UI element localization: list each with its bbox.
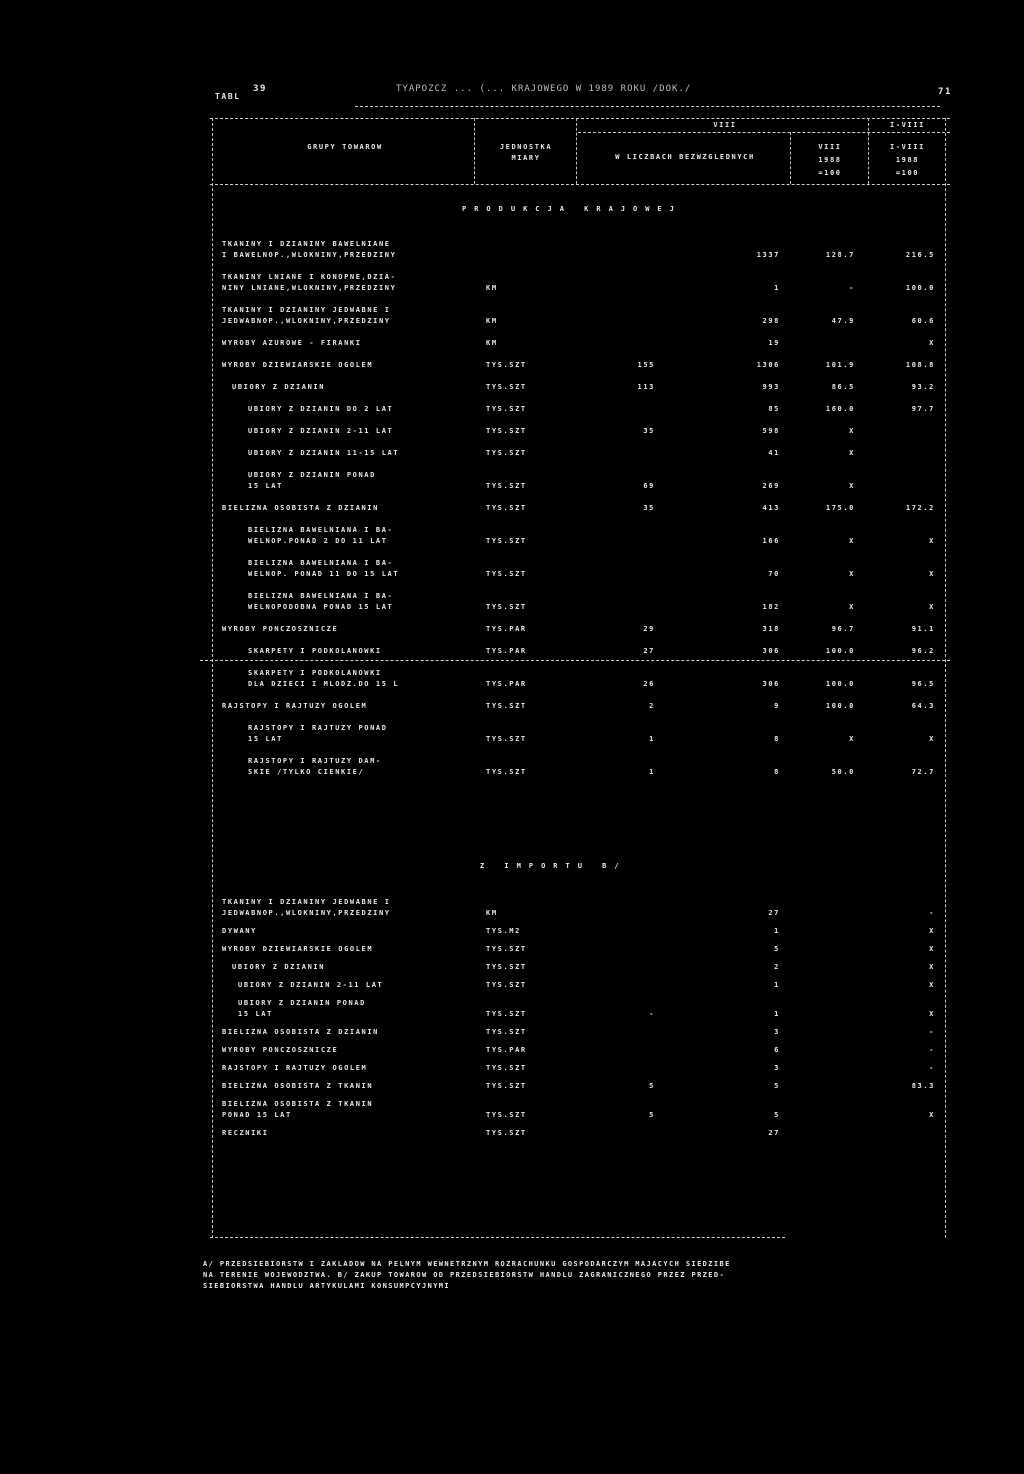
count-cell: 155 [637, 361, 655, 369]
row-label: WYROBY PONCZOSZNICZE [222, 625, 339, 633]
value-cell: 5 [774, 1111, 780, 1119]
row-label: WYROBY DZIEWIARSKIE OGOLEM [222, 945, 374, 953]
index-viii-cell: 175.0 [825, 504, 855, 512]
index-viii-cell: - [849, 284, 855, 292]
row-label: TKANINY LNIANE I KONOPNE,DZIA- [222, 273, 397, 281]
index-viii-cell: X [849, 427, 855, 435]
index-iviii-cell: X [929, 945, 935, 953]
row-label: 15 LAT [238, 1010, 273, 1018]
index-viii-cell: 100.0 [825, 647, 855, 655]
index-iviii-cell: 72.7 [911, 768, 935, 776]
index-viii-cell: X [849, 735, 855, 743]
grid-line-left [212, 118, 213, 1238]
row-label: UBIORY Z DZIANIN [232, 383, 326, 391]
row-label: UBIORY Z DZIANIN 11-15 LAT [248, 449, 400, 457]
index-iviii-cell: 96.2 [911, 647, 935, 655]
unit-cell: TYS.SZT [486, 1028, 527, 1036]
row-label: UBIORY Z DZIANIN [232, 963, 326, 971]
unit-cell: TYS.SZT [486, 405, 527, 413]
row-label: BIELIZNA BAWELNIANA I BA- [248, 559, 394, 567]
index-viii-cell: 96.7 [831, 625, 855, 633]
value-cell: 27 [768, 909, 780, 917]
row-label: WELNOP. PONAD 11 DO 15 LAT [248, 570, 400, 578]
value-cell: 2 [774, 963, 780, 971]
value-cell: 182 [762, 603, 780, 611]
count-cell: 26 [643, 680, 655, 688]
index-viii-cell: 47.9 [831, 317, 855, 325]
value-cell: 306 [762, 647, 780, 655]
value-cell: 1 [774, 284, 780, 292]
grid-line-viii [790, 132, 791, 184]
col-header-iviii-2: 1988 [895, 156, 920, 164]
row-label: BIELIZNA BAWELNIANA I BA- [248, 592, 394, 600]
row-label: TKANINY I DZIANINY JEDWABNE I [222, 898, 391, 906]
count-cell: 35 [643, 427, 655, 435]
unit-cell: TYS.SZT [486, 1064, 527, 1072]
table-label [215, 92, 241, 101]
value-cell: 85 [768, 405, 780, 413]
value-cell: 306 [762, 680, 780, 688]
col-header-viii-3: =100 [818, 169, 842, 177]
unit-cell: TYS.SZT [486, 981, 527, 989]
row-label: BIELIZNA OSOBISTA Z DZIANIN [222, 504, 379, 512]
index-iviii-cell: X [929, 537, 935, 545]
unit-cell: TYS.M2 [486, 927, 521, 935]
index-iviii-cell: 216.5 [905, 251, 935, 259]
unit-cell: TYS.SZT [486, 427, 527, 435]
row-label: UBIORY Z DZIANIN PONAD [238, 999, 366, 1007]
unit-cell: TYS.SZT [486, 1082, 527, 1090]
value-cell: 27 [768, 1129, 780, 1137]
value-cell: 8 [774, 735, 780, 743]
index-viii-cell: X [849, 449, 855, 457]
col-header-viii-2: 1988 [818, 156, 842, 164]
index-iviii-cell: 108.8 [905, 361, 935, 369]
count-cell: 1 [649, 768, 655, 776]
index-iviii-cell: 91.1 [911, 625, 935, 633]
unit-cell: TYS.SZT [486, 383, 527, 391]
index-viii-cell: 100.0 [825, 680, 855, 688]
row-label: TKANINY I DZIANINY BAWELNIANE [222, 240, 391, 248]
unit-cell: TYS.SZT [486, 449, 527, 457]
row-label: SKIE /TYLKO CIENKIE/ [248, 768, 365, 776]
row-label: SKARPETY I PODKOLANOWKI [248, 647, 382, 655]
unit-cell: TYS.PAR [486, 647, 527, 655]
col-header-unit-1: JEDNOSTKA [499, 143, 553, 151]
row-label: RAJSTOPY I RAJTUZY OGOLEM [222, 702, 368, 710]
value-cell: 19 [768, 339, 780, 347]
value-cell: 1337 [756, 251, 780, 259]
row-label: I BAWELNOP.,WLOKNINY,PRZEDZINY [222, 251, 397, 259]
count-cell: 113 [637, 383, 655, 391]
section-production: PRODUKCJA KRAJOWEJ [462, 205, 682, 213]
value-cell: 5 [774, 1082, 780, 1090]
footnote [203, 1259, 731, 1292]
value-cell: 9 [774, 702, 780, 710]
row-label: BIELIZNA BAWELNIANA I BA- [248, 526, 394, 534]
unit-cell: TYS.SZT [486, 768, 527, 776]
index-viii-cell: 50.0 [831, 768, 855, 776]
row-label: NINY LNIANE,WLOKNINY,PRZEDZINY [222, 284, 397, 292]
row-label: RAJSTOPY I RAJTUZY OGOLEM [222, 1064, 368, 1072]
table-number: 39 [253, 84, 268, 94]
index-iviii-cell: X [929, 981, 935, 989]
row-label: JEDWABNOP.,WLOKNINY,PRZEDZINY [222, 909, 391, 917]
value-cell: 1 [774, 927, 780, 935]
footnote-line-2: NA TERENIE WOJEWODZTWA. B/ ZAKUP TOWAROW OD PRZEDSIEBIORSTW HANDLU ZAGRANICZNEGO PRZEZ PRZED- [203, 1271, 726, 1279]
index-iviii-cell: 96.5 [911, 680, 935, 688]
row-label: 15 LAT [248, 735, 283, 743]
index-viii-cell: X [849, 537, 855, 545]
row-label: 15 LAT [248, 482, 283, 490]
row-label: SKARPETY I PODKOLANOWKI [248, 669, 382, 677]
unit-cell: TYS.SZT [486, 603, 527, 611]
row-label: TKANINY I DZIANINY JEDWABNE I [222, 306, 391, 314]
unit-cell: KM [486, 339, 498, 347]
col-header-iviii-3: =100 [895, 169, 920, 177]
value-cell: 5 [774, 945, 780, 953]
page-title: TYAPOZCZ ... (... KRAJOWEGO W 1989 ROKU /DOK./ [396, 84, 692, 94]
index-viii-cell: X [849, 603, 855, 611]
value-cell: 1306 [756, 361, 780, 369]
unit-cell: KM [486, 317, 498, 325]
col-header-viii-1: VIII [818, 143, 842, 151]
unit-cell: TYS.SZT [486, 963, 527, 971]
value-cell: 1 [774, 981, 780, 989]
unit-cell: KM [486, 284, 498, 292]
unit-cell: TYS.PAR [486, 625, 527, 633]
value-cell: 298 [762, 317, 780, 325]
value-cell: 598 [762, 427, 780, 435]
col-header-unit-2: MIARY [511, 154, 541, 162]
unit-cell: TYS.SZT [486, 570, 527, 578]
index-iviii-cell: 97.7 [911, 405, 935, 413]
unit-cell: TYS.SZT [486, 702, 527, 710]
tabl-label: TABL [215, 92, 241, 101]
row-label: UBIORY Z DZIANIN PONAD [248, 471, 376, 479]
row-label: UBIORY Z DZIANIN 2-11 LAT [238, 981, 384, 989]
index-iviii-cell: X [929, 603, 935, 611]
col-header-iviii-top: I-VIII [890, 121, 925, 129]
unit-cell: TYS.SZT [486, 1111, 527, 1119]
index-iviii-cell: X [929, 570, 935, 578]
header-rule [210, 118, 950, 119]
header-bottom-rule [210, 184, 950, 185]
unit-cell: TYS.SZT [486, 945, 527, 953]
value-cell: 70 [768, 570, 780, 578]
value-cell: 6 [774, 1046, 780, 1054]
unit-cell: TYS.SZT [486, 504, 527, 512]
index-viii-cell: 160.0 [825, 405, 855, 413]
header-top-rule [355, 106, 940, 107]
unit-cell: TYS.SZT [486, 1010, 527, 1018]
index-iviii-cell: X [929, 927, 935, 935]
row-label: BIELIZNA OSOBISTA Z TKANIN [222, 1100, 374, 1108]
unit-cell: TYS.SZT [486, 537, 527, 545]
index-viii-cell: 101.9 [825, 361, 855, 369]
page-number: 71 [938, 87, 953, 97]
index-iviii-cell: X [929, 735, 935, 743]
row-label: WYROBY DZIEWIARSKIE OGOLEM [222, 361, 374, 369]
value-cell: 318 [762, 625, 780, 633]
unit-cell: KM [486, 909, 498, 917]
grid-line-abs [576, 118, 577, 184]
footnote-line-3: SIEBIORSTWA HANDLU ARTYKULAMI KONSUMPCYJNYMI [203, 1282, 451, 1290]
row-label: WELNOP.PONAD 2 DO 11 LAT [248, 537, 388, 545]
value-cell: 41 [768, 449, 780, 457]
grid-line-unit [474, 118, 475, 184]
index-viii-cell: 86.5 [831, 383, 855, 391]
index-iviii-cell: X [929, 1010, 935, 1018]
row-label: WYROBY AZUROWE - FIRANKI [222, 339, 362, 347]
row-label: JEDWABNOP.,WLOKNINY,PRZEDZINY [222, 317, 391, 325]
value-cell: 8 [774, 768, 780, 776]
row-label: WELNOPODOBNA PONAD 15 LAT [248, 603, 394, 611]
count-cell: - [649, 1010, 655, 1018]
col-header-absolute: W LICZBACH BEZWZGLEDNYCH [615, 153, 755, 161]
value-cell: 3 [774, 1028, 780, 1036]
col-header-viii-top: VIII [713, 121, 737, 129]
index-iviii-cell: 83.3 [911, 1082, 935, 1090]
row-label: UBIORY Z DZIANIN DO 2 LAT [248, 405, 394, 413]
header-mid-rule [578, 132, 950, 133]
index-iviii-cell: X [929, 1111, 935, 1119]
count-cell: 1 [649, 735, 655, 743]
footnote-line-1: A/ PRZEDSIEBIORSTW I ZAKLADOW NA PELNYM WEWNETRZNYM ROZRACHUNKU GOSPODARCZYM MAJACYCH SIEDZIBE [203, 1260, 731, 1268]
row-label: DYWANY [222, 927, 257, 935]
section-import: Z IMPORTU B/ [480, 862, 627, 870]
bottom-table-rule [210, 1237, 785, 1238]
value-cell: 1 [774, 1010, 780, 1018]
row-label: RECZNIKI [222, 1129, 269, 1137]
count-cell: 29 [643, 625, 655, 633]
index-iviii-cell: 64.3 [911, 702, 935, 710]
unit-cell: TYS.PAR [486, 680, 527, 688]
index-iviii-cell: - [929, 909, 935, 917]
index-iviii-cell: 93.2 [911, 383, 935, 391]
index-iviii-cell: - [929, 1046, 935, 1054]
value-cell: 3 [774, 1064, 780, 1072]
row-label: RAJSTOPY I RAJTUZY DAM- [248, 757, 382, 765]
index-viii-cell: 100.0 [825, 702, 855, 710]
row-label: PONAD 15 LAT [222, 1111, 292, 1119]
index-iviii-cell: - [929, 1064, 935, 1072]
unit-cell: TYS.SZT [486, 735, 527, 743]
value-cell: 413 [762, 504, 780, 512]
index-iviii-cell: X [929, 339, 935, 347]
count-cell: 27 [643, 647, 655, 655]
row-label: DLA DZIECI I MLODZ.DO 15 L [248, 680, 400, 688]
unit-cell: TYS.SZT [486, 482, 527, 490]
mid-table-rule [200, 660, 950, 661]
value-cell: 269 [762, 482, 780, 490]
count-cell: 69 [643, 482, 655, 490]
index-viii-cell: X [849, 570, 855, 578]
index-iviii-cell: 172.2 [905, 504, 935, 512]
row-label: WYROBY PONCZOSZNICZE [222, 1046, 339, 1054]
row-label: BIELIZNA OSOBISTA Z TKANIN [222, 1082, 374, 1090]
index-iviii-cell: 60.6 [911, 317, 935, 325]
row-label: BIELIZNA OSOBISTA Z DZIANIN [222, 1028, 379, 1036]
row-label: RAJSTOPY I RAJTUZY PONAD [248, 724, 388, 732]
col-header-group: GRUPY TOWAROW [307, 143, 383, 151]
count-cell: 35 [643, 504, 655, 512]
grid-line-right [945, 118, 946, 1238]
index-viii-cell: X [849, 482, 855, 490]
row-label: UBIORY Z DZIANIN 2-11 LAT [248, 427, 394, 435]
count-cell: 5 [649, 1082, 655, 1090]
index-iviii-cell: - [929, 1028, 935, 1036]
value-cell: 993 [762, 383, 780, 391]
count-cell: 2 [649, 702, 655, 710]
index-viii-cell: 128.7 [825, 251, 855, 259]
unit-cell: TYS.PAR [486, 1046, 527, 1054]
count-cell: 5 [649, 1111, 655, 1119]
unit-cell: TYS.SZT [486, 361, 527, 369]
index-iviii-cell: X [929, 963, 935, 971]
col-header-iviii-1: I-VIII [890, 143, 925, 151]
index-iviii-cell: 100.0 [905, 284, 935, 292]
unit-cell: TYS.SZT [486, 1129, 527, 1137]
value-cell: 166 [762, 537, 780, 545]
